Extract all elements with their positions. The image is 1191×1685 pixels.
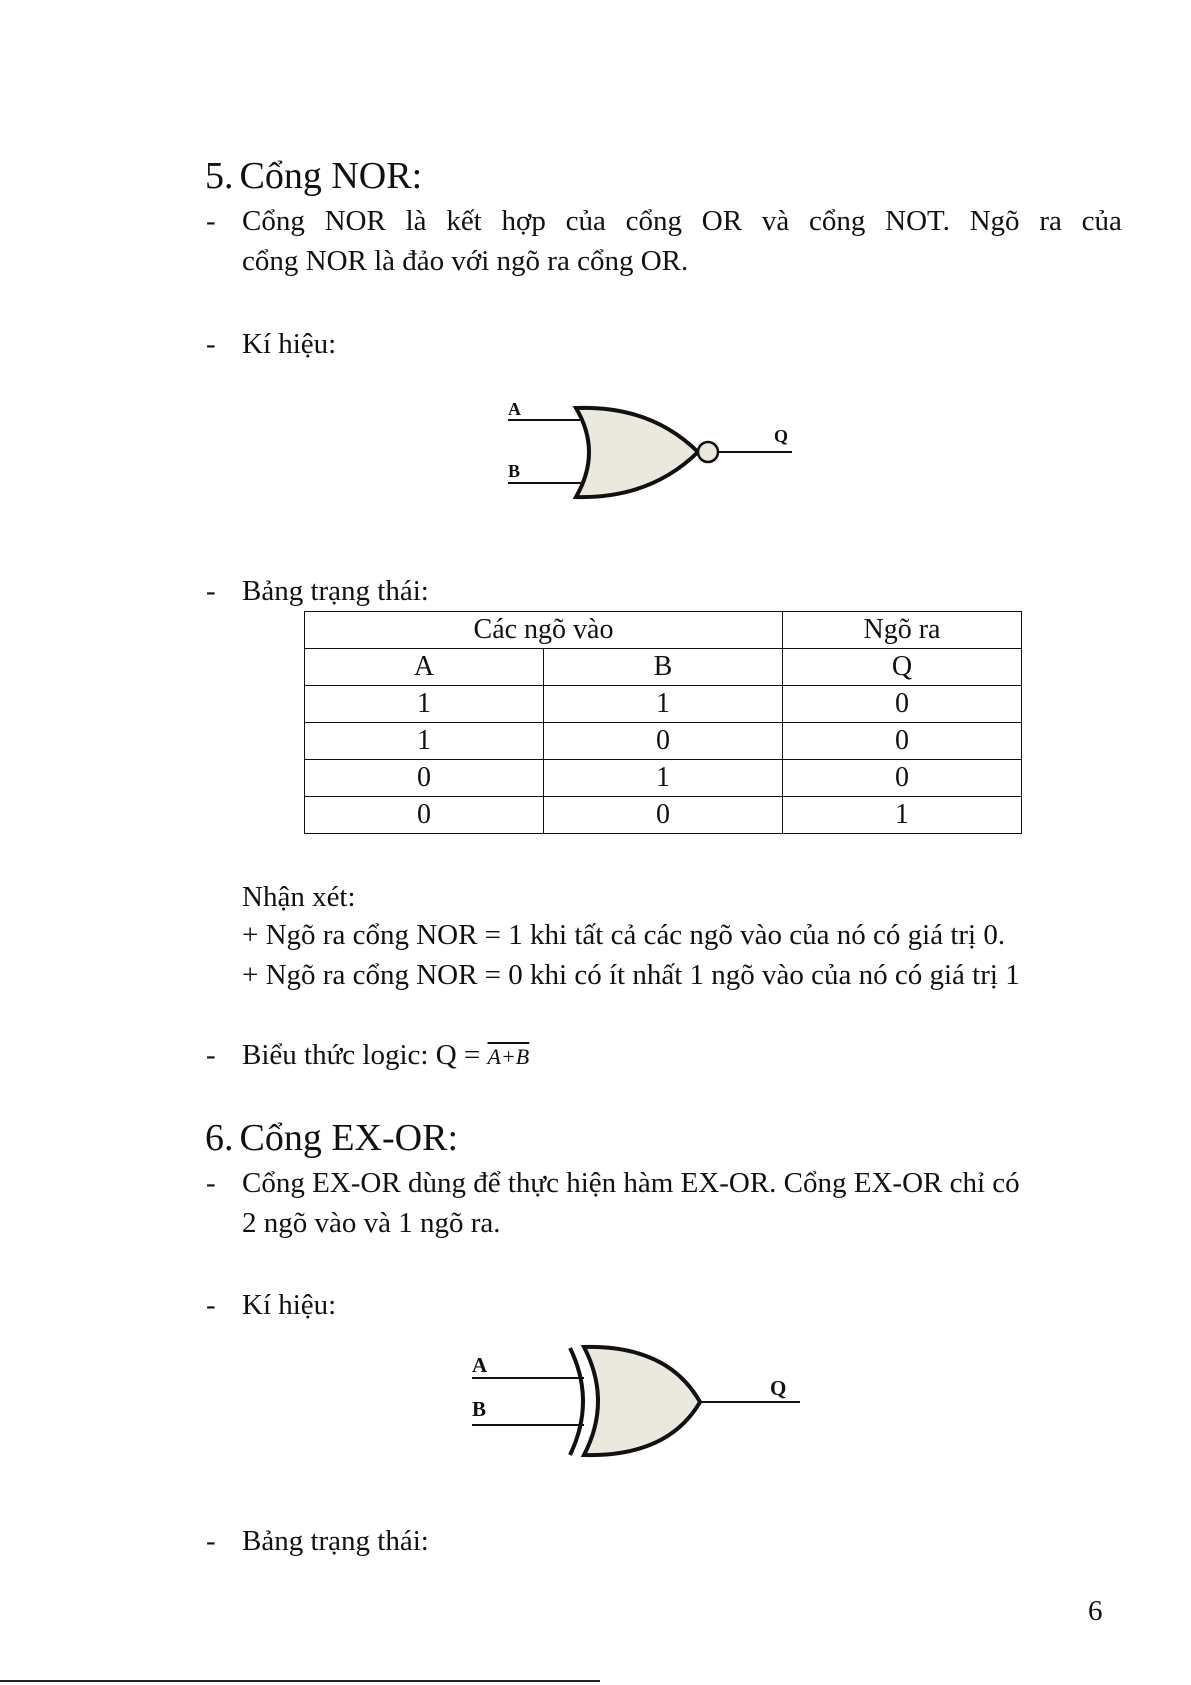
- description-word: là: [405, 205, 427, 237]
- description-word: Cổng: [242, 205, 305, 237]
- description-word: Ngõ: [969, 205, 1020, 237]
- description-word: NOR: [324, 205, 386, 237]
- bullet-dash: -: [206, 328, 216, 360]
- section-5-title: Cổng NOR:: [239, 155, 423, 197]
- cell-b: 1: [544, 760, 783, 797]
- bullet-dash: -: [206, 1289, 216, 1321]
- exor-description-line1: Cổng EX-OR dùng để thực hiện hàm EX-OR. Cổng EX-OR chỉ có: [242, 1167, 1020, 1199]
- nor-inversion-bubble: [698, 442, 718, 462]
- cell-q: 1: [783, 797, 1022, 834]
- logic-expression-label: Biểu thức logic: Q =: [242, 1039, 488, 1071]
- exor-input-a-label: A: [472, 1353, 488, 1377]
- nor-truth-table: [304, 611, 1022, 834]
- cell-q: 0: [783, 760, 1022, 797]
- bullet-dash: -: [206, 1525, 216, 1557]
- bullet-dash: -: [206, 575, 216, 607]
- description-word: OR: [701, 205, 743, 237]
- nor-remarks-title: Nhận xét:: [242, 881, 356, 913]
- truth-table-group-header-row: [305, 612, 1022, 649]
- table-row: [305, 797, 1022, 834]
- column-header-b: B: [544, 649, 783, 686]
- description-word: cổng: [808, 205, 866, 237]
- table-row: [305, 686, 1022, 723]
- nor-logic-expression: [242, 1036, 529, 1076]
- group-header-output: Ngõ ra: [783, 612, 1022, 649]
- exor-output-q-label: Q: [770, 1376, 787, 1400]
- logic-expression-formula: A+B: [487, 1044, 530, 1069]
- cell-a: 1: [305, 723, 544, 760]
- nor-truth-table-label: Bảng trạng thái:: [242, 575, 429, 607]
- cell-a: 1: [305, 686, 544, 723]
- cell-b: 1: [544, 686, 783, 723]
- description-word: kết: [446, 205, 482, 237]
- nor-input-b-label: B: [508, 461, 521, 481]
- nor-gate-body: [576, 408, 698, 497]
- nor-remark-2: + Ngõ ra cổng NOR = 0 khi có ít nhất 1 ngõ vào của nó có giá trị 1: [242, 959, 1020, 991]
- cell-b: 0: [544, 797, 783, 834]
- cell-a: 0: [305, 760, 544, 797]
- description-word: ra: [1039, 205, 1062, 237]
- footer-rule: [0, 1680, 600, 1682]
- nor-description-line2: cổng NOR là đảo với ngõ ra cổng OR.: [242, 245, 689, 277]
- exor-symbol-label: Kí hiệu:: [242, 1289, 337, 1321]
- nor-remark-1: + Ngõ ra cổng NOR = 1 khi tất cả các ngõ vào của nó có giá trị 0.: [242, 919, 1006, 951]
- truth-table-column-header-row: [305, 649, 1022, 686]
- exor-gate-body: [584, 1347, 700, 1455]
- column-header-a: A: [305, 649, 544, 686]
- nor-gate-symbol: [452, 365, 830, 525]
- column-header-q: Q: [783, 649, 1022, 686]
- cell-q: 0: [783, 686, 1022, 723]
- group-header-inputs: Các ngõ vào: [305, 612, 783, 649]
- exor-description-line2: 2 ngõ vào và 1 ngõ ra.: [242, 1207, 501, 1239]
- description-word: của: [565, 205, 606, 237]
- section-5-number: 5.: [205, 155, 234, 197]
- cell-q: 0: [783, 723, 1022, 760]
- section-6-number: 6.: [205, 1117, 234, 1159]
- exor-extra-input-curve: [570, 1348, 583, 1455]
- table-row: [305, 760, 1022, 797]
- section-5-heading: [205, 154, 422, 198]
- exor-truth-table-label: Bảng trạng thái:: [242, 1525, 429, 1557]
- nor-input-a-label: A: [508, 399, 521, 419]
- nor-description-line1: [242, 202, 1122, 240]
- exor-gate-symbol: [438, 1327, 838, 1477]
- cell-a: 0: [305, 797, 544, 834]
- description-word: hợp: [501, 205, 546, 237]
- page-number: 6: [1088, 1595, 1103, 1627]
- bullet-dash: -: [206, 1039, 216, 1071]
- description-word: cổng: [625, 205, 683, 237]
- section-6-heading: [205, 1116, 458, 1160]
- description-word: NOT.: [885, 205, 950, 237]
- description-word: và: [761, 205, 790, 237]
- nor-symbol-label: Kí hiệu:: [242, 328, 337, 360]
- table-row: [305, 723, 1022, 760]
- bullet-dash: -: [206, 205, 216, 237]
- bullet-dash: -: [206, 1167, 216, 1199]
- section-6-title: Cổng EX-OR:: [239, 1117, 458, 1159]
- nor-output-q-label: Q: [774, 426, 789, 446]
- cell-b: 0: [544, 723, 783, 760]
- exor-input-b-label: B: [472, 1397, 487, 1421]
- description-word: của: [1081, 205, 1122, 237]
